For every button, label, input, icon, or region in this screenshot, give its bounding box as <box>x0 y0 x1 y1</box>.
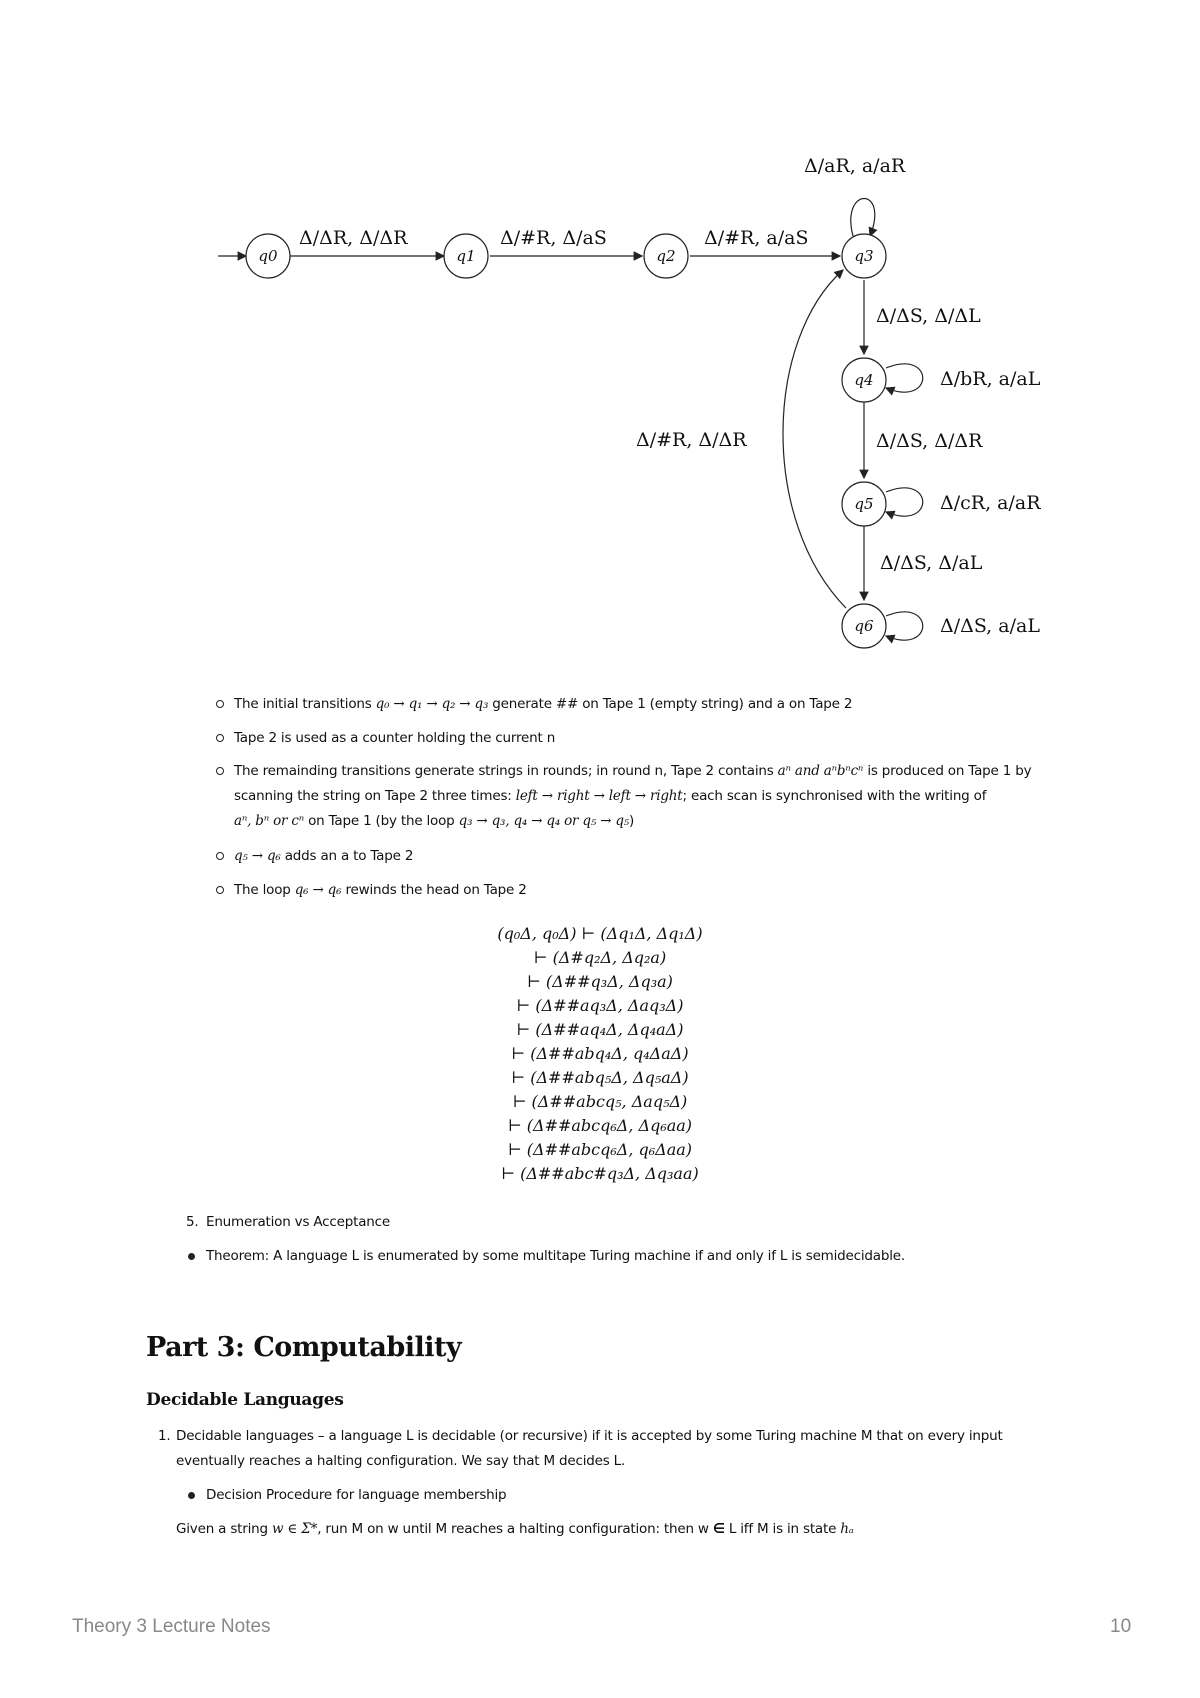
loop-q5 <box>886 488 923 516</box>
label-q4-q5: Δ/ΔS, Δ/ΔR <box>876 430 983 452</box>
derivation-line: ⊢ (Δ##abcq₆Δ, Δq₆aa) <box>507 1116 693 1135</box>
part3-heading: Part 3: Computability <box>146 1332 462 1363</box>
edge-q6-q3 <box>783 270 846 608</box>
state-q1: q1 <box>456 247 476 265</box>
page-number: 10 <box>1110 1616 1132 1637</box>
label-q0-q1: Δ/ΔR, Δ/ΔR <box>299 227 408 249</box>
derivation-line: ⊢ (Δ##aq₄Δ, Δq₄aΔ) <box>516 1020 684 1039</box>
bullet-marker <box>216 886 224 894</box>
loop-q3 <box>851 199 875 237</box>
bullet-initial-transitions: The initial transitions q₀ → q₁ → q₂ → q₃ generate ## on Tape 1 (empty string) and a on Tape 2 <box>234 696 853 712</box>
configuration-derivation <box>380 922 820 1186</box>
state-q6: q6 <box>854 617 874 635</box>
derivation-line: ⊢ (Δ##abq₄Δ, q₄ΔaΔ) <box>511 1044 689 1063</box>
bullet-rounds-line3: aⁿ, bⁿ or cⁿ on Tape 1 (by the loop q₃ → q₃, q₄ → q₄ or q₅ → q₅) <box>234 813 635 829</box>
bullet-marker <box>188 1253 195 1260</box>
bullet-marker <box>216 852 224 860</box>
decidable-definition-line2: eventually reaches a halting configuration. We say that M decides L. <box>176 1453 626 1469</box>
derivation-line: ⊢ (Δ##abcq₆Δ, q₆Δaa) <box>507 1140 693 1159</box>
bullet-q5-q6: q₅ → q₆ adds an a to Tape 2 <box>234 848 414 864</box>
label-q5-q6: Δ/ΔS, Δ/aL <box>880 552 983 574</box>
label-q6-loop: Δ/ΔS, a/aL <box>940 615 1040 637</box>
label-q4-loop: Δ/bR, a/aL <box>940 368 1041 390</box>
derivation-line: (q₀Δ, q₀Δ) ⊢ (Δq₁Δ, Δq₁Δ) <box>497 924 703 943</box>
bullet-marker <box>216 767 224 775</box>
derivation-line: ⊢ (Δ##abq₅Δ, Δq₅aΔ) <box>511 1068 689 1087</box>
label-q3-q4: Δ/ΔS, Δ/ΔL <box>876 305 981 327</box>
decidable-definition-line1: Decidable languages – a language L is decidable (or recursive) if it is accepted by some Turing machine M that on every input <box>176 1428 1003 1444</box>
derivation-line: ⊢ (Δ##aq₃Δ, Δaq₃Δ) <box>516 996 684 1015</box>
loop-q4 <box>886 364 923 392</box>
label-q6-q3: Δ/#R, Δ/ΔR <box>636 429 747 451</box>
bullet-marker <box>216 700 224 708</box>
bullet-loop-q6: The loop q₆ → q₆ rewinds the head on Tape 2 <box>234 882 527 898</box>
derivation-line: ⊢ (Δ##q₃Δ, Δq₃a) <box>527 972 673 991</box>
decidable-languages-heading: Decidable Languages <box>146 1390 344 1410</box>
turing-machine-diagram <box>0 0 1200 680</box>
state-q0: q0 <box>258 247 278 265</box>
label-q3-loop: Δ/aR, a/aR <box>804 155 906 177</box>
label-q5-loop: Δ/cR, a/aR <box>940 492 1041 514</box>
item-1-number: 1. <box>158 1428 171 1444</box>
bullet-marker <box>216 734 224 742</box>
bullet-marker <box>188 1492 195 1499</box>
state-q4: q4 <box>854 371 874 389</box>
derivation-line: ⊢ (Δ#q₂Δ, Δq₂a) <box>533 948 667 967</box>
theorem-enumeration: Theorem: A language L is enumerated by some multitape Turing machine if and only if L is semidecidable. <box>206 1248 905 1264</box>
derivation-line: ⊢ (Δ##abc#q₃Δ, Δq₃aa) <box>501 1164 699 1183</box>
bullet-rounds-line2: scanning the string on Tape 2 three times: left → right → left → right; each scan is synchronised with the writing of <box>234 788 987 804</box>
decision-procedure-bullet: Decision Procedure for language membership <box>206 1487 507 1503</box>
footer-title: Theory 3 Lecture Notes <box>72 1616 271 1637</box>
label-q1-q2: Δ/#R, Δ/aS <box>500 227 607 249</box>
loop-q6 <box>886 612 923 640</box>
bullet-tape2-counter: Tape 2 is used as a counter holding the current n <box>234 730 556 746</box>
label-q2-q3: Δ/#R, a/aS <box>704 227 809 249</box>
decision-procedure-text: Given a string w ∈ Σ*, run M on w until M reaches a halting configuration: then w ∈ L iff M is in state hₐ <box>176 1521 854 1537</box>
bullet-rounds-line1: The remainding transitions generate strings in rounds; in round n, Tape 2 contains aⁿ and aⁿbⁿcⁿ is produced on Tape 1 by <box>234 763 1032 779</box>
derivation-line: ⊢ (Δ##abcq₅, Δaq₅Δ) <box>512 1092 688 1111</box>
section-5-title: Enumeration vs Acceptance <box>206 1214 390 1230</box>
section-5-number: 5. <box>186 1214 199 1230</box>
state-q3: q3 <box>854 247 874 265</box>
state-q2: q2 <box>656 247 676 265</box>
state-q5: q5 <box>854 495 874 513</box>
